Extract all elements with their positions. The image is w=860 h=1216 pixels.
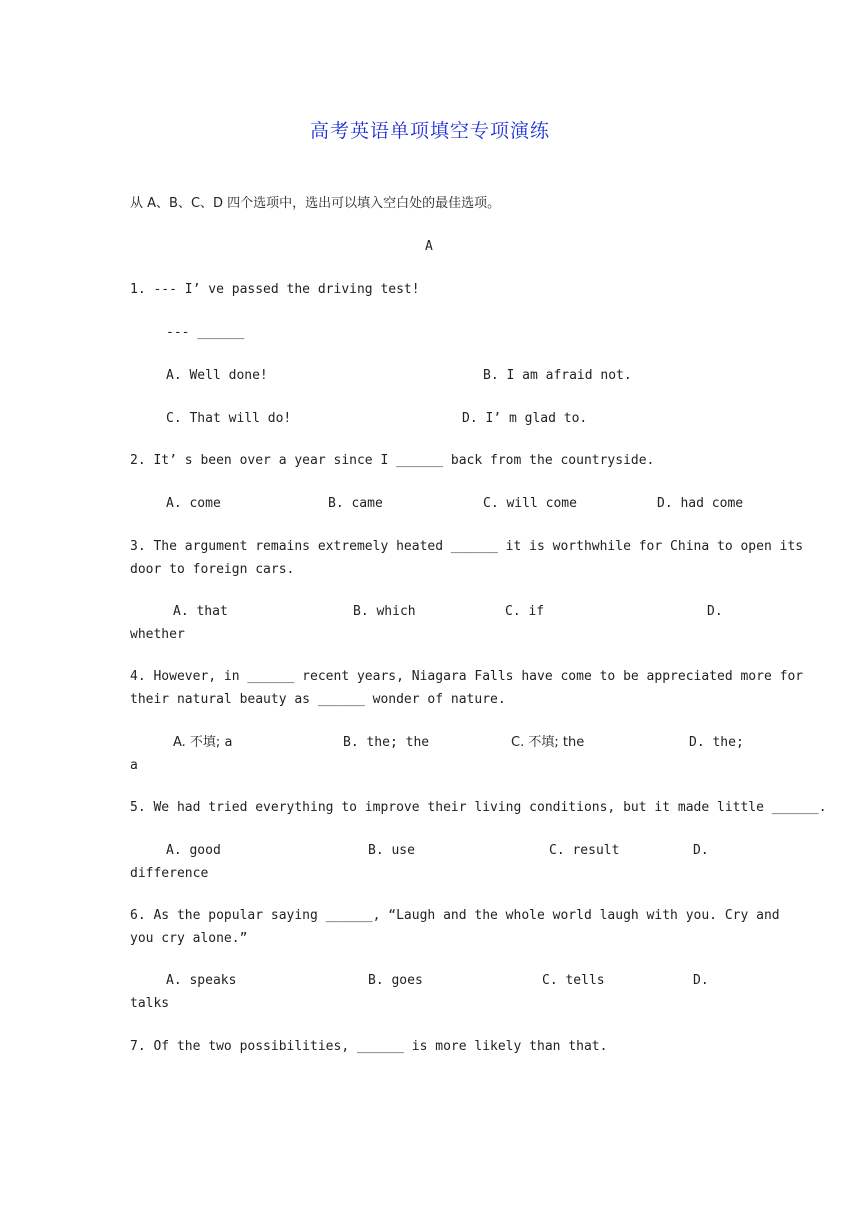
question-3-stem: 3. The argument remains extremely heated ______ it is worthwhile for China to open its <box>130 539 804 554</box>
question-3-option-a: A. that <box>173 604 228 619</box>
question-1-stem: 1. --- I’ ve passed the driving test! <box>130 282 420 297</box>
question-6-option-b: B. goes <box>368 973 423 988</box>
question-2-option-b: B. came <box>328 496 383 511</box>
question-5-option-a: A. good <box>166 843 221 858</box>
question-2-option-c: C. will come <box>483 496 577 511</box>
question-5-option-d: D. <box>693 843 709 858</box>
question-4-option-b: B. the; the <box>343 735 430 750</box>
question-2-option-a: A. come <box>166 496 221 511</box>
question-5-option-c: C. result <box>549 843 620 858</box>
question-6-stem-cont: you cry alone.” <box>130 931 248 946</box>
question-3-option-b: B. which <box>353 604 416 619</box>
question-6-option-d: D. <box>693 973 709 988</box>
question-1-option-c: C. That will do! <box>166 411 292 426</box>
question-1-option-d: D. I’ m glad to. <box>462 411 588 426</box>
question-6-option-d-text: talks <box>130 996 170 1011</box>
question-3-option-d-text: whether <box>130 627 185 642</box>
instruction-text: 从 A、B、C、D 四个选项中，选出可以填入空白处的最佳选项。 <box>130 196 501 211</box>
question-4-stem-cont: their natural beauty as ______ wonder of nature. <box>130 692 506 707</box>
page-title: 高考英语单项填空专项演练 <box>309 120 550 142</box>
question-5-option-b: B. use <box>368 843 415 858</box>
question-3-option-d: D. <box>707 604 723 619</box>
question-3-stem-cont: door to foreign cars. <box>130 562 295 577</box>
section-label: A <box>425 239 433 254</box>
question-6-option-a: A. speaks <box>166 973 237 988</box>
question-5-option-d-text: difference <box>130 866 209 881</box>
question-5-stem: 5. We had tried everything to improve their living conditions, but it made little ______. <box>130 800 827 815</box>
question-3-option-c: C. if <box>505 604 545 619</box>
question-1-response-blank: --- ______ <box>166 325 245 340</box>
question-4-option-d: D. the; <box>689 735 744 750</box>
question-4-option-a: A. 不填; a <box>173 735 233 750</box>
question-2-stem: 2. It’ s been over a year since I ______ back from the countryside. <box>130 453 655 468</box>
question-6-stem: 6. As the popular saying ______, “Laugh and the whole world laugh with you. Cry and <box>130 908 780 923</box>
question-7-stem: 7. Of the two possibilities, ______ is more likely than that. <box>130 1039 608 1054</box>
question-4-option-c: C. 不填; the <box>511 735 585 750</box>
question-2-option-d: D. had come <box>657 496 744 511</box>
question-6-option-c: C. tells <box>542 973 605 988</box>
question-1-option-a: A. Well done! <box>166 368 268 383</box>
question-1-option-b: B. I am afraid not. <box>483 368 632 383</box>
question-4-stem: 4. However, in ______ recent years, Niagara Falls have come to be appreciated more for <box>130 669 804 684</box>
question-4-option-d-text: a <box>130 758 138 773</box>
